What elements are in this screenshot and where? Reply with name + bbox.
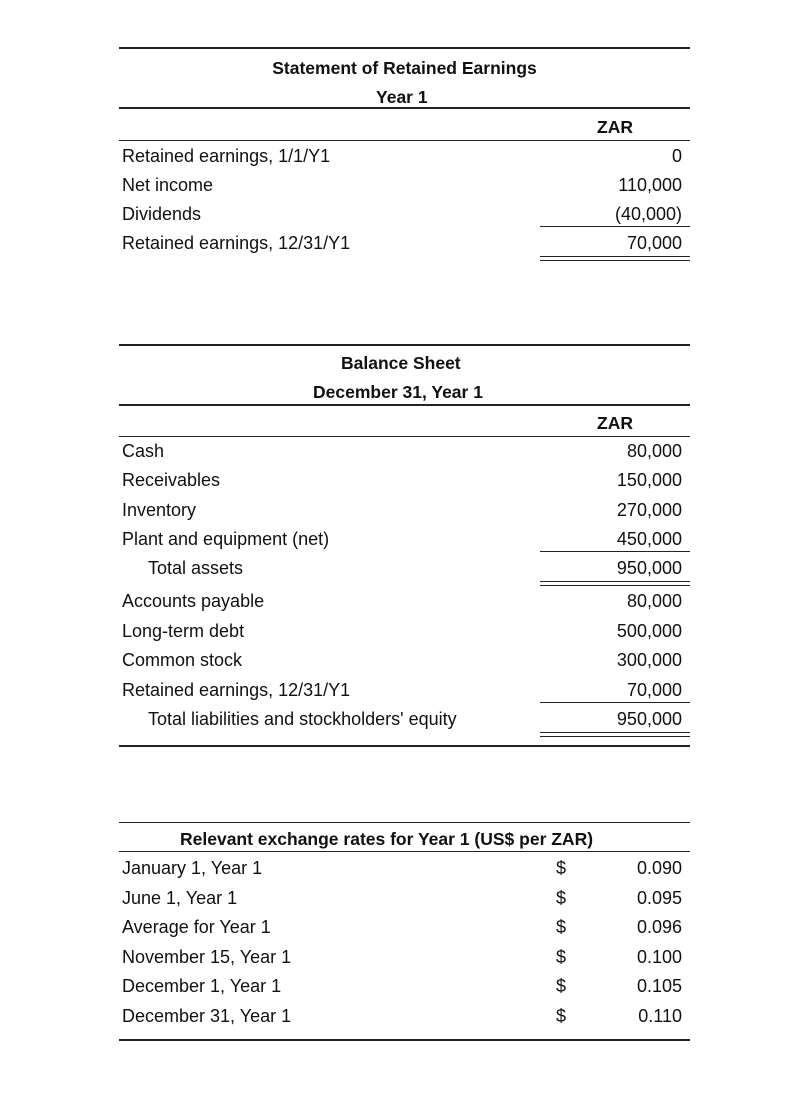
re-row-value: 110,000	[618, 175, 682, 195]
fx-row-rate: 0.105	[636, 976, 682, 996]
fx-row-label: November 15, Year 1	[122, 947, 292, 967]
total-double-underline	[540, 732, 690, 737]
bs-total-assets-label: Total assets	[148, 558, 244, 578]
bs-row-value: 270,000	[616, 500, 682, 520]
bs-row-label: Common stock	[122, 650, 243, 670]
re-title: Statement of Retained Earnings	[272, 58, 537, 78]
re-row-label: Retained earnings, 1/1/Y1	[122, 146, 331, 166]
bs-row-value: 80,000	[626, 441, 682, 461]
re-row-label: Dividends	[122, 204, 202, 224]
bottom-rule	[119, 1039, 690, 1041]
fx-row-label: Average for Year 1	[122, 917, 271, 937]
fx-row-rate: 0.100	[636, 947, 682, 967]
bs-row-label: Receivables	[122, 470, 221, 490]
bottom-rule	[119, 745, 690, 747]
bs-total-liabilities-label: Total liabilities and stockholders' equity	[148, 709, 457, 729]
fx-row-label: January 1, Year 1	[122, 858, 263, 878]
column-header-rule	[119, 436, 690, 437]
bs-row-value: 300,000	[616, 650, 682, 670]
re-row-value: (40,000)	[614, 204, 682, 224]
total-double-underline	[540, 581, 690, 586]
subtotal-underline	[540, 702, 690, 703]
fx-row-rate: 0.096	[636, 917, 682, 937]
header-rule	[119, 851, 690, 852]
bs-row-label: Cash	[122, 441, 165, 461]
fx-row-rate: 0.095	[636, 888, 682, 908]
re-row-label: Retained earnings, 12/31/Y1	[122, 233, 351, 253]
fx-row-label: December 1, Year 1	[122, 976, 282, 996]
header-rule	[119, 404, 690, 406]
bs-currency-header: ZAR	[597, 413, 633, 433]
dollar-sign: $	[555, 858, 566, 878]
bs-total-assets-value: 950,000	[616, 558, 682, 578]
re-row-value: 70,000	[626, 233, 682, 253]
column-header-rule	[119, 140, 690, 141]
fx-row-rate: 0.090	[636, 858, 682, 878]
bs-title: Balance Sheet	[341, 353, 461, 373]
header-rule	[119, 107, 690, 109]
bs-row-value: 150,000	[616, 470, 682, 490]
bs-row-label: Plant and equipment (net)	[122, 529, 330, 549]
top-rule	[119, 47, 690, 49]
dollar-sign: $	[555, 976, 566, 996]
bs-row-value: 450,000	[616, 529, 682, 549]
fx-title: Relevant exchange rates for Year 1 (US$ per ZAR)	[180, 829, 594, 849]
bs-row-value: 500,000	[616, 621, 682, 641]
subtotal-underline	[540, 551, 690, 552]
subtotal-underline	[540, 226, 690, 227]
bs-row-value: 80,000	[626, 591, 682, 611]
bs-row-label: Accounts payable	[122, 591, 265, 611]
dollar-sign: $	[555, 947, 566, 967]
bs-total-liabilities-value: 950,000	[616, 709, 682, 729]
fx-row-label: December 31, Year 1	[122, 1006, 292, 1026]
dollar-sign: $	[555, 888, 566, 908]
re-currency-header: ZAR	[597, 117, 633, 137]
bs-row-value: 70,000	[626, 680, 682, 700]
re-row-label: Net income	[122, 175, 214, 195]
total-double-underline	[540, 256, 690, 261]
re-subtitle: Year 1	[376, 87, 428, 107]
bs-row-label: Retained earnings, 12/31/Y1	[122, 680, 351, 700]
bs-row-label: Long-term debt	[122, 621, 245, 641]
bs-row-label: Inventory	[122, 500, 197, 520]
dollar-sign: $	[555, 917, 566, 937]
re-row-value: 0	[671, 146, 682, 166]
dollar-sign: $	[555, 1006, 566, 1026]
fx-row-rate: 0.110	[638, 1006, 682, 1026]
fx-row-label: June 1, Year 1	[122, 888, 238, 908]
bs-subtitle: December 31, Year 1	[313, 382, 483, 402]
top-rule	[119, 822, 690, 823]
top-rule	[119, 344, 690, 346]
